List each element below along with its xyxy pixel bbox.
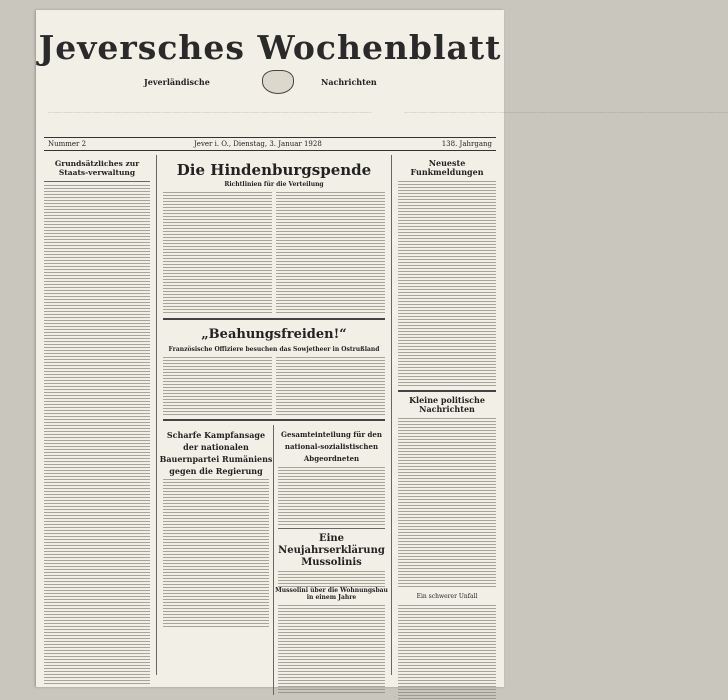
issue-volume: 138. Jahrgang xyxy=(441,140,492,148)
newspaper-title: Jeversches Wochenblatt xyxy=(38,28,502,67)
subtitle-right: Nachrichten xyxy=(321,77,377,87)
article-headline: „Beahungsfreiden!“ xyxy=(201,327,347,342)
article-body xyxy=(398,418,496,588)
divider xyxy=(163,419,385,421)
issue-bar xyxy=(44,137,496,151)
column-rule xyxy=(156,155,157,675)
article-headline: Neueste Funkmeldungen xyxy=(410,158,484,177)
article-subheadline: Ein schwerer Unfall xyxy=(416,593,478,600)
article-deck: Mussolini über die Wohnungsbau in einem Jahre xyxy=(275,587,388,601)
article-body xyxy=(398,605,496,700)
divider xyxy=(278,528,385,529)
publisher-notice-left: ................................................................................................................................................................................................................................................................................................... xyxy=(48,110,372,114)
left-column xyxy=(40,155,154,675)
issue-number: Nummer 2 xyxy=(48,140,87,148)
article-body xyxy=(398,181,496,386)
article-headline: Kleine politische Nachrichten xyxy=(409,395,485,414)
lead-headline: Die Hindenburgspende xyxy=(176,161,372,179)
article-body xyxy=(276,192,385,314)
divider xyxy=(398,390,496,392)
right-column xyxy=(394,155,500,675)
column-rule xyxy=(391,155,392,675)
article-body xyxy=(278,467,385,525)
masthead xyxy=(36,10,728,135)
article-body xyxy=(278,571,385,587)
newspaper-page xyxy=(36,10,728,687)
lead-deck: Richtlinien für die Verteilung xyxy=(224,181,324,188)
article-headline: Eine Neujahrserklärung Mussolinis xyxy=(278,533,385,568)
article-body xyxy=(278,605,385,695)
article-body xyxy=(163,192,272,314)
divider xyxy=(44,181,150,182)
issue-date: Jever i. O., Dienstag, 3. Januar 1928 xyxy=(194,140,322,148)
article-headline: Gesamteinteilung für den national-sozialistischen Abgeordneten xyxy=(281,430,382,463)
article-headline: Grundsätzliches zur Staats-verwaltung xyxy=(54,159,140,177)
publisher-notice-right: ................................................................................................................................................................................................................................................................................................... xyxy=(404,110,728,114)
article-body xyxy=(276,357,385,415)
subtitle-left: Jeverländische xyxy=(144,77,210,87)
center-column xyxy=(159,155,389,675)
coat-of-arms-icon xyxy=(262,70,294,94)
article-body xyxy=(163,479,269,629)
article-body xyxy=(163,357,272,415)
article-body xyxy=(44,185,150,685)
article-deck: Französische Offiziere besuchen das Sowjetheer in Ostrußland xyxy=(168,346,380,353)
divider xyxy=(163,318,385,320)
article-headline: Scharfe Kampfansage der nationalen Bauernpartei Rumäniens gegen die Regierung xyxy=(159,430,273,476)
